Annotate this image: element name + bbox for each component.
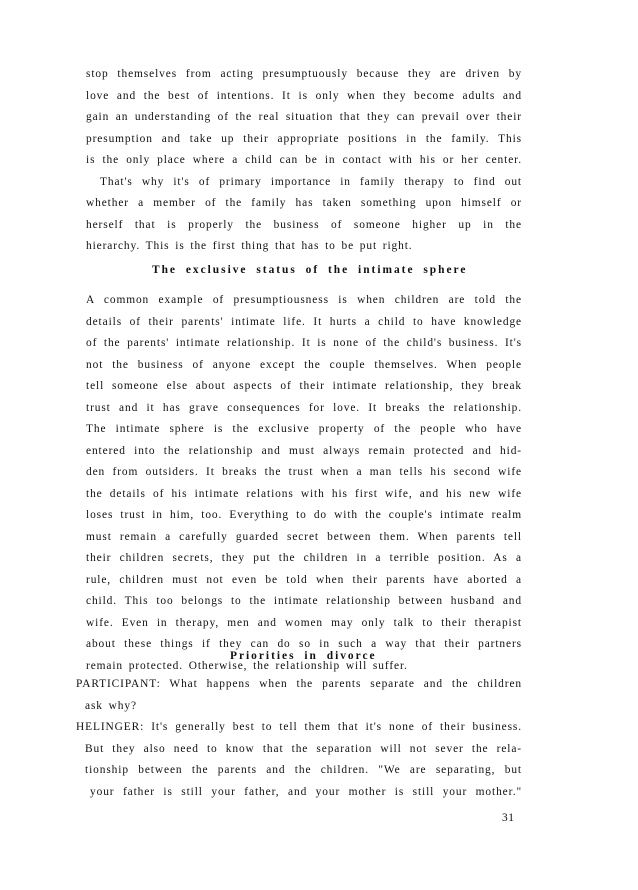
text-line: is the only place where a child can be in contact with his or her center. (86, 154, 522, 166)
dialogue-helinger (76, 717, 522, 803)
paragraph-intimate-sphere (86, 290, 522, 677)
section-heading-divorce: Priorities in divorce (230, 650, 377, 662)
text-line: stop themselves from acting presumptuously because they are driven by (86, 68, 522, 80)
text-line: details of their parents' intimate life. It hurts a child to have knowledge (86, 315, 522, 328)
text-line: of the parents' intimate relationship. It is none of the child's business. It's (86, 337, 522, 349)
text-line: child. This too belongs to the intimate relationship between husband and (86, 595, 522, 607)
dialogue-line: HELINGER: It's generally best to tell them that it's none of their business. (76, 721, 522, 733)
page-number: 31 (502, 812, 515, 824)
dialogue-participant (76, 674, 522, 717)
text-line: A common example of presumptiousness is when children are told the (86, 294, 522, 306)
text-line: about these things if they can do so in such a way that their partners (86, 638, 522, 650)
text-line: the details of his intimate relations with his first wife, and his new wife (86, 487, 522, 500)
text-line: herself that is properly the business of someone higher up in the (86, 218, 522, 231)
dialogue-line: your father is still your father, and your mother is still your mother." (90, 785, 522, 798)
text-line: not the business of anyone except the couple themselves. When people (86, 358, 522, 371)
dialogue-line: ask why? (85, 699, 137, 712)
dialogue-line: But they also need to know that the separation will not sever the rela- (85, 742, 522, 755)
text-line: wife. Even in therapy, men and women may only talk to their therapist (86, 616, 522, 629)
text-line: hierarchy. This is the first thing that has to be put right. (86, 240, 413, 252)
text-line: loses trust in him, too. Everything to do with the couple's intimate realm (86, 509, 522, 521)
text-line: must remain a carefully guarded secret between them. When parents tell (86, 530, 522, 543)
text-line: trust and it has grave consequences for love. It breaks the relationship. (86, 401, 522, 414)
text-line: their children secrets, they put the children in a terrible position. As a (86, 552, 522, 564)
text-line: whether a member of the family has taken something upon himself or (86, 197, 522, 209)
text-line: den from outsiders. It breaks the trust when a man tells his second wife (86, 466, 522, 478)
paragraph-family-therapy (86, 172, 522, 258)
text-line: The intimate sphere is the exclusive property of the people who have (86, 423, 522, 435)
text-line: remain protected. Otherwise, the relationship will suffer. (86, 659, 408, 672)
text-line: tell someone else about aspects of their intimate relationship, they break (86, 380, 522, 392)
text-line: entered into the relationship and must always remain protected and hid- (86, 444, 522, 457)
text-line: That's why it's of primary importance in family therapy to find out (100, 175, 522, 188)
text-line: gain an understanding of the real situation that they can prevail over their (86, 111, 522, 123)
dialogue-line: tionship between the parents and the children. "We are separating, but (85, 764, 522, 776)
dialogue-line: PARTICIPANT: What happens when the parents separate and the children (76, 678, 522, 690)
paragraph-presumption-end (86, 64, 522, 172)
section-heading-intimate-sphere: The exclusive status of the intimate sphere (152, 264, 468, 276)
text-line: love and the best of intentions. It is only when they become adults and (86, 89, 522, 102)
text-line: rule, children must not even be told when their parents have aborted a (86, 573, 522, 586)
text-line: presumption and take up their appropriate positions in the family. This (86, 132, 522, 145)
